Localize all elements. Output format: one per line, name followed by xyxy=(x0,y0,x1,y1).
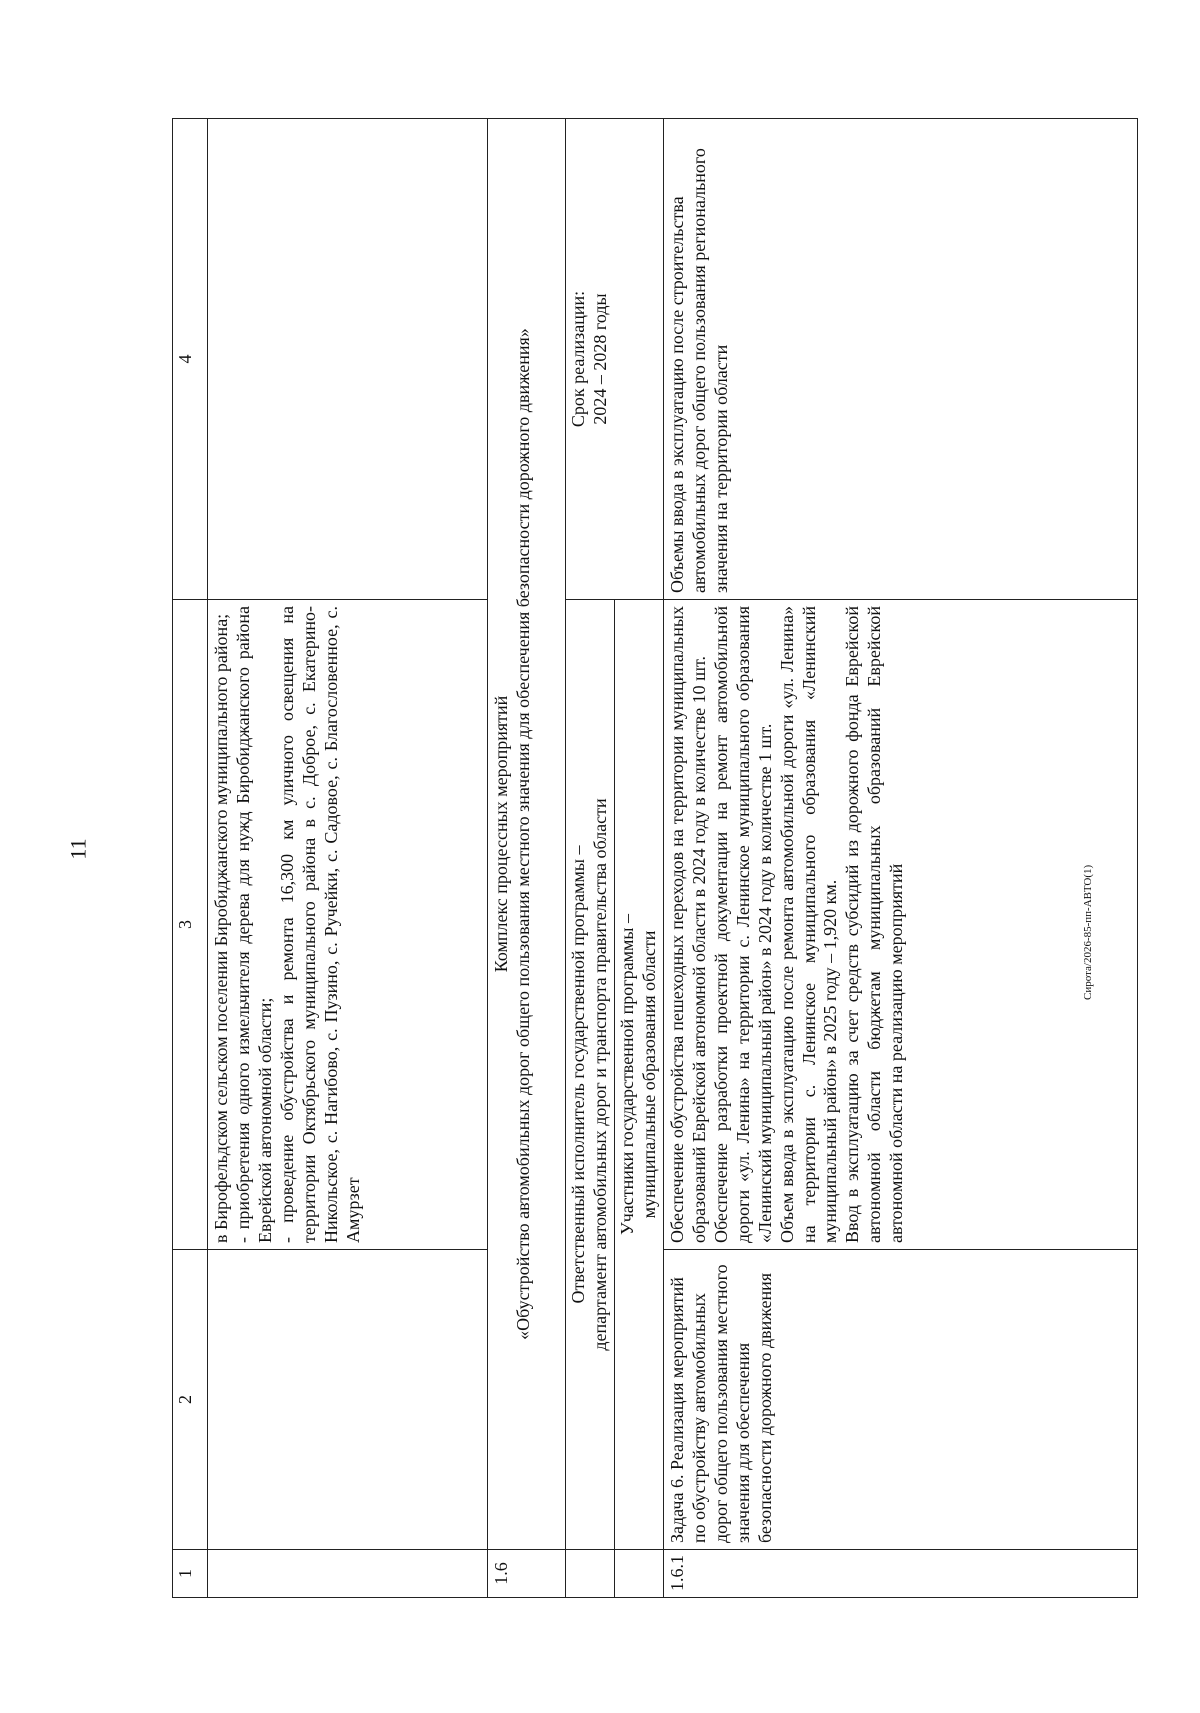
header-col-1: 1 xyxy=(173,1550,208,1598)
header-row xyxy=(173,119,208,1598)
row-1-6-1-indicator: Объемы ввода в эксплуатацию после строительства автомобильных дорог общего пользования регионального значения на территории области xyxy=(663,119,1137,600)
header-col-3: 3 xyxy=(173,600,208,1250)
row-1-6-1-task: Задача 6. Реализация мероприятий по обустройству автомобильных дорог общего пользования местного значения для обеспечения безопасности дорожного движения xyxy=(663,1250,1137,1550)
page-number: 11 xyxy=(65,838,91,860)
participants-line1: Участники государственной программы – xyxy=(616,914,637,1235)
section-1-6-num: 1.6 xyxy=(488,1550,566,1598)
participants-line2: муниципальные образования области xyxy=(638,930,659,1219)
responsible-executor xyxy=(566,600,615,1550)
cont-col-2 xyxy=(208,1250,488,1550)
responsible-line2: департамент автомобильных дорог и транспорта правительства области xyxy=(589,798,610,1351)
participants xyxy=(614,600,663,1550)
resp-col-1 xyxy=(566,1550,615,1598)
footer-code: Сирота/2026-85-пп-АВТО(1) xyxy=(1082,864,1094,1000)
row-1-6-1-activities: Обеспечение обустройства пешеходных переходов на территории муниципальных образований Еврейской автономной области в 2024 году в количестве 10 шт. Обеспечение разработки проектной документации на ремонт автомобильной дороги «ул. Ленина» на территории с. Ленинское муниципального образования «Ленинский муниципальный район» в 2024 году в количестве 1 шт. Объем ввода в эксплуатацию после ремонта автомобильной дороги «ул. Ленина» на территории с. Ленинское муниципального образования «Ленинский муниципальный район» в 2025 году – 1,920 км. Ввод в эксплуатацию за счет средств субсидий из дорожного фонда Еврейской автономной области бюджетам муниципальных образований Еврейской автономной области на реализацию мероприятий xyxy=(663,600,1137,1250)
cont-col-1 xyxy=(208,1550,488,1598)
section-1-6-title xyxy=(488,119,566,1550)
header-col-4: 4 xyxy=(173,119,208,600)
row-1-6-1-num: 1.6.1 xyxy=(663,1550,1137,1598)
section-title-line2: «Обустройство автомобильных дорог общего пользования местного значения для обеспечения безопасности дорожного движения» xyxy=(512,328,533,1340)
term-line2: 2024 – 2028 годы xyxy=(589,293,610,425)
term-line1: Срок реализации: xyxy=(568,290,588,428)
term-cell xyxy=(566,119,664,600)
header-col-2: 2 xyxy=(173,1250,208,1550)
rotated-table-page xyxy=(172,118,1138,1598)
continuation-row xyxy=(208,119,488,1598)
responsible-row xyxy=(566,119,615,1598)
cont-col-4 xyxy=(208,119,488,600)
section-1-6-row xyxy=(488,119,566,1598)
cont-col-3: в Бирофельдском сельском поселении Биробиджанского муниципального района; - приобретения одного измельчителя дерева для нужд Биробиджанского района Еврейской автономной области; - проведение обустройства и ремонта 16,300 км уличного освещения на территории Октябрьского муниципального района в с. Доброе, с. Екатерино-Никольское, с. Нагибово, с. Пузино, с. Ручейки, с. Садовое, с. Благословенное, с. Амурзет xyxy=(208,600,488,1250)
row-1-6-1 xyxy=(663,119,1137,1598)
part-col-1 xyxy=(614,1550,663,1598)
section-title-line1: Комплекс процессных мероприятий xyxy=(491,695,511,973)
program-table xyxy=(172,118,1138,1598)
responsible-line1: Ответственный исполнитель государственной программы – xyxy=(568,845,588,1304)
